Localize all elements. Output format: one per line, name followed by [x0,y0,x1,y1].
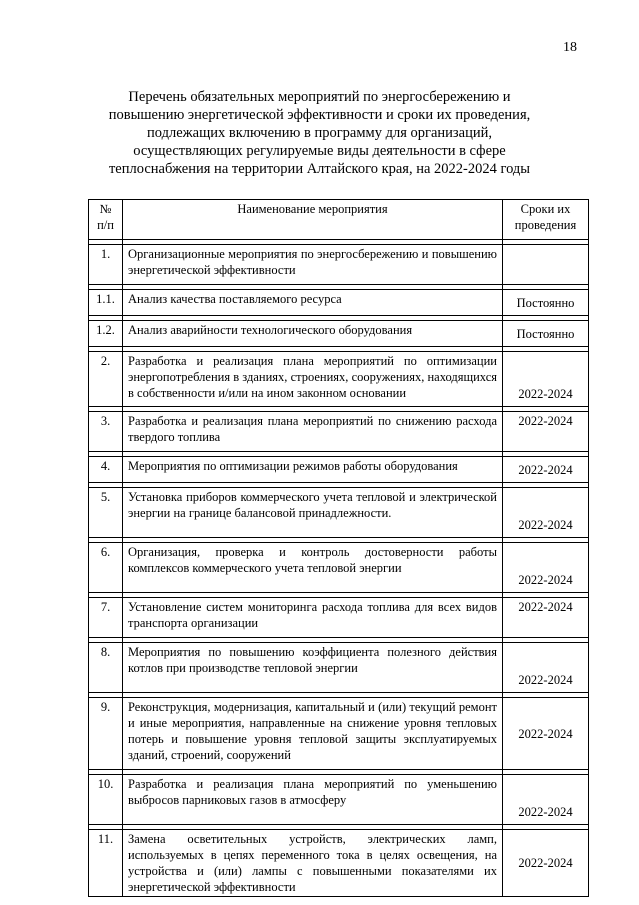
measure-term: 2022-2024 [503,698,589,770]
measure-term: 2022-2024 [503,598,589,638]
measure-term: 2022-2024 [503,643,589,693]
table-row [89,775,589,825]
measure-term: 2022-2024 [503,352,589,407]
table-row [89,598,589,638]
measure-name: Разработка и реализация плана мероприятий по уменьшению выбросов парниковых газов в атмосферу [123,775,503,825]
measure-term: 2022-2024 [503,457,589,483]
table-row [89,698,589,770]
row-number: 3. [89,412,123,452]
measure-term [503,245,589,285]
table-row [89,543,589,593]
measure-term: 2022-2024 [503,543,589,593]
row-number: 1. [89,245,123,285]
row-number: 4. [89,457,123,483]
table-row [89,830,589,897]
measure-term: 2022-2024 [503,412,589,452]
header-num: № п/п [89,200,123,240]
measure-term: Постоянно [503,290,589,316]
table-row [89,352,589,407]
measure-name: Организация, проверка и контроль достоверности работы комплексов коммерческого учета тепловой энергии [123,543,503,593]
measure-name: Анализ аварийности технологического оборудования [123,321,503,347]
row-number: 2. [89,352,123,407]
row-number: 5. [89,488,123,538]
title-line: осуществляющих регулируемые виды деятельности в сфере [133,143,506,159]
header-name: Наименование мероприятия [123,200,503,240]
title-line: подлежащих включению в программу для организаций, [147,125,492,141]
table-header-row [89,200,589,240]
title-line: Перечень обязательных мероприятий по энергосбережению и [128,89,511,105]
measure-name: Организационные мероприятия по энергосбережению и повышению энергетической эффективности [123,245,503,285]
table-row [89,321,589,347]
measure-name: Реконструкция, модернизация, капитальный и (или) текущий ремонт и иные мероприятия, направленные на снижение уровня тепловых потерь и повышение уровня тепловой защиты эксплуатируемых зданий, строений, сооружений [123,698,503,770]
title-line: повышению энергетической эффективности и сроки их проведения, [108,107,531,123]
measure-term: 2022-2024 [503,488,589,538]
header-term: Сроки их проведения [503,200,589,240]
measure-name: Установление систем мониторинга расхода топлива для всех видов транспорта организации [123,598,503,638]
measure-term: 2022-2024 [503,775,589,825]
row-number: 7. [89,598,123,638]
table-row [89,290,589,316]
row-number: 11. [89,830,123,897]
row-number: 1.1. [89,290,123,316]
row-number: 10. [89,775,123,825]
table-row [89,412,589,452]
measure-name: Замена осветительных устройств, электрических ламп, используемых в цепях переменного тока в целях освещения, на устройства и (или) лампы с повышенными показателями их энергетической эффективности [123,830,503,897]
measure-name: Мероприятия по оптимизации режимов работы оборудования [123,457,503,483]
page-number: 18 [563,40,577,55]
table-row [89,643,589,693]
measure-name: Мероприятия по повышению коэффициента полезного действия котлов при производстве тепловой энергии [123,643,503,693]
table-row [89,457,589,483]
row-number: 6. [89,543,123,593]
measure-name: Разработка и реализация плана мероприятий по снижению расхода твердого топлива [123,412,503,452]
measure-name: Разработка и реализация плана мероприятий по оптимизации энергопотребления в зданиях, строениях, сооружениях, находящихся в собственности и/или на ином законном основании [123,352,503,407]
row-number: 9. [89,698,123,770]
row-number: 1.2. [89,321,123,347]
measure-name: Установка приборов коммерческого учета тепловой и электрической энергии на границе балансовой принадлежности. [123,488,503,538]
table-row [89,245,589,285]
measure-term: Постоянно [503,321,589,347]
document-title [60,88,579,178]
measures-table [88,199,589,897]
measure-name: Анализ качества поставляемого ресурса [123,290,503,316]
table-row [89,488,589,538]
measure-term: 2022-2024 [503,830,589,897]
row-number: 8. [89,643,123,693]
title-line: теплоснабжения на территории Алтайского края, на 2022-2024 годы [108,161,531,177]
